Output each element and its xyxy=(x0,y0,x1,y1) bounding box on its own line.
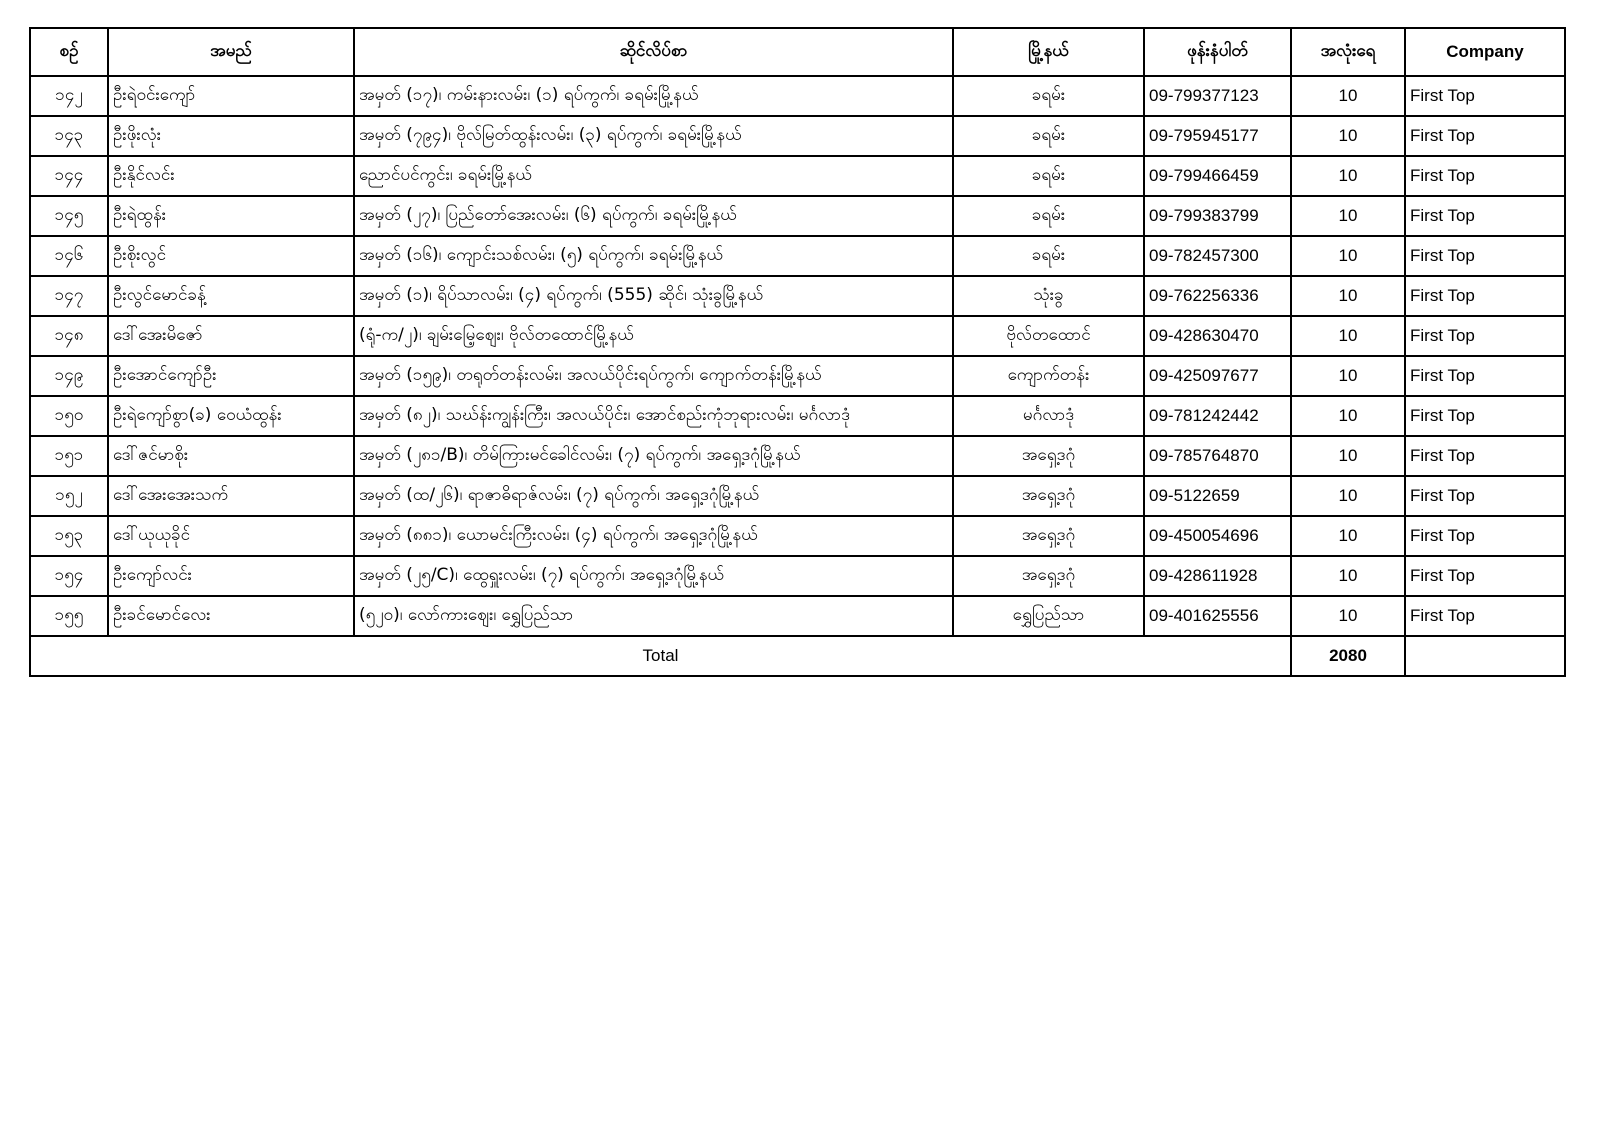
cell-no: ၁၄၂ xyxy=(30,76,108,116)
table-row xyxy=(30,76,1565,116)
cell-address: အမှတ် (၈၈၁)၊ ယောမင်းကြီးလမ်း၊ (၄) ရပ်ကွက်၊ အရှေ့ဒဂုံမြို့နယ် xyxy=(354,516,953,556)
header-quantity: အလုံးရေ xyxy=(1291,28,1405,76)
cell-address: (ရုံ-က/၂)၊ ချမ်းမြေ့ဈေး၊ ဗိုလ်တထောင်မြို့နယ် xyxy=(354,316,953,356)
cell-phone: 09-782457300 xyxy=(1144,236,1291,276)
cell-no: ၁၄၃ xyxy=(30,116,108,156)
cell-company: First Top xyxy=(1405,476,1565,516)
table-row xyxy=(30,356,1565,396)
cell-quantity: 10 xyxy=(1291,396,1405,436)
cell-address: အမှတ် (၁)၊ ရိပ်သာလမ်း၊ (၄) ရပ်ကွက်၊ (555) ဆိုင်၊ သုံးခွမြို့နယ် xyxy=(354,276,953,316)
cell-name: ဦးရဲကျော်စွာ(ခ) ဝေယံထွန်း xyxy=(108,396,354,436)
cell-phone: 09-799383799 xyxy=(1144,196,1291,236)
roster-table xyxy=(29,27,1566,677)
header-no: စဥ် xyxy=(30,28,108,76)
cell-phone: 09-401625556 xyxy=(1144,596,1291,636)
cell-address: အမှတ် (ထ/၂၆)၊ ရာဇာဓိရာဇ်လမ်း၊ (၇) ရပ်ကွက်၊ အရှေ့ဒဂုံမြို့နယ် xyxy=(354,476,953,516)
table-row xyxy=(30,396,1565,436)
cell-township: ခရမ်း xyxy=(953,76,1144,116)
cell-address: အမှတ် (၂၈၁/B)၊ တိမ်ကြားမင်ခေါင်လမ်း၊ (၇) ရပ်ကွက်၊ အရှေ့ဒဂုံမြို့နယ် xyxy=(354,436,953,476)
table-row xyxy=(30,316,1565,356)
cell-company: First Top xyxy=(1405,236,1565,276)
cell-no: ၁၄၉ xyxy=(30,356,108,396)
cell-name: ဦးဖိုးလုံး xyxy=(108,116,354,156)
cell-phone: 09-428611928 xyxy=(1144,556,1291,596)
table-row xyxy=(30,596,1565,636)
cell-quantity: 10 xyxy=(1291,196,1405,236)
cell-phone: 09-795945177 xyxy=(1144,116,1291,156)
cell-township: ဗိုလ်တထောင် xyxy=(953,316,1144,356)
cell-phone: 09-799466459 xyxy=(1144,156,1291,196)
cell-no: ၁၄၅ xyxy=(30,196,108,236)
total-row xyxy=(30,636,1565,676)
cell-quantity: 10 xyxy=(1291,276,1405,316)
cell-company: First Top xyxy=(1405,396,1565,436)
total-value: 2080 xyxy=(1291,636,1405,676)
cell-township: ခရမ်း xyxy=(953,116,1144,156)
cell-address: အမှတ် (၇၉၄)၊ ဗိုလ်မြတ်ထွန်းလမ်း၊ (၃) ရပ်ကွက်၊ ခရမ်းမြို့နယ် xyxy=(354,116,953,156)
table-row xyxy=(30,156,1565,196)
table-body xyxy=(30,76,1565,676)
cell-township: သုံးခွ xyxy=(953,276,1144,316)
cell-name: ဦးခင်မောင်လေး xyxy=(108,596,354,636)
cell-no: ၁၅၀ xyxy=(30,396,108,436)
cell-company: First Top xyxy=(1405,116,1565,156)
cell-no: ၁၄၈ xyxy=(30,316,108,356)
cell-quantity: 10 xyxy=(1291,316,1405,356)
cell-company: First Top xyxy=(1405,596,1565,636)
cell-name: ဒေါ်ယုယုခိုင် xyxy=(108,516,354,556)
cell-company: First Top xyxy=(1405,516,1565,556)
cell-address: အမှတ် (၂၅/C)၊ ထွေရှူးလမ်း၊ (၇) ရပ်ကွက်၊ အရှေ့ဒဂုံမြို့နယ် xyxy=(354,556,953,596)
cell-phone: 09-428630470 xyxy=(1144,316,1291,356)
cell-quantity: 10 xyxy=(1291,556,1405,596)
cell-name: ဒေါ်အေးအေးသက် xyxy=(108,476,354,516)
cell-quantity: 10 xyxy=(1291,236,1405,276)
cell-company: First Top xyxy=(1405,316,1565,356)
cell-company: First Top xyxy=(1405,156,1565,196)
cell-quantity: 10 xyxy=(1291,436,1405,476)
cell-quantity: 10 xyxy=(1291,156,1405,196)
cell-township: ခရမ်း xyxy=(953,196,1144,236)
cell-township: ခရမ်း xyxy=(953,236,1144,276)
table-row xyxy=(30,476,1565,516)
cell-phone: 09-781242442 xyxy=(1144,396,1291,436)
table-row xyxy=(30,516,1565,556)
table-row xyxy=(30,116,1565,156)
cell-address: အမှတ် (၁၅၉)၊ တရုတ်တန်းလမ်း၊ အလယ်ပိုင်းရပ်ကွက်၊ ကျောက်တန်းမြို့နယ် xyxy=(354,356,953,396)
cell-township: အရှေ့ဒဂုံ xyxy=(953,556,1144,596)
cell-name: ဦးလွင်မောင်ခန့် xyxy=(108,276,354,316)
header-township: မြို့နယ် xyxy=(953,28,1144,76)
cell-no: ၁၅၄ xyxy=(30,556,108,596)
cell-company: First Top xyxy=(1405,196,1565,236)
total-empty-cell xyxy=(1405,636,1565,676)
cell-company: First Top xyxy=(1405,436,1565,476)
cell-company: First Top xyxy=(1405,76,1565,116)
cell-quantity: 10 xyxy=(1291,476,1405,516)
cell-township: ရွှေပြည်သာ xyxy=(953,596,1144,636)
cell-quantity: 10 xyxy=(1291,596,1405,636)
header-address: ဆိုင်လိပ်စာ xyxy=(354,28,953,76)
header-phone: ဖုန်းနံပါတ် xyxy=(1144,28,1291,76)
cell-address: အမှတ် (၂၇)၊ ပြည်တော်အေးလမ်း၊ (၆) ရပ်ကွက်၊ ခရမ်းမြို့နယ် xyxy=(354,196,953,236)
cell-address: (၅၂၀)၊ လော်ကားဈေး၊ ရွှေပြည်သာ xyxy=(354,596,953,636)
cell-phone: 09-425097677 xyxy=(1144,356,1291,396)
cell-quantity: 10 xyxy=(1291,116,1405,156)
table-row xyxy=(30,556,1565,596)
cell-phone: 09-450054696 xyxy=(1144,516,1291,556)
cell-no: ၁၅၅ xyxy=(30,596,108,636)
cell-name: ဦးစိုးလွင် xyxy=(108,236,354,276)
cell-address: အမှတ် (၁၆)၊ ကျောင်းသစ်လမ်း၊ (၅) ရပ်ကွက်၊ ခရမ်းမြို့နယ် xyxy=(354,236,953,276)
cell-address: ညောင်ပင်ကွင်း၊ ခရမ်းမြို့နယ် xyxy=(354,156,953,196)
table-row xyxy=(30,236,1565,276)
cell-phone: 09-762256336 xyxy=(1144,276,1291,316)
cell-no: ၁၅၂ xyxy=(30,476,108,516)
cell-name: ဦးကျော်လင်း xyxy=(108,556,354,596)
header-company: Company xyxy=(1405,28,1565,76)
table-row xyxy=(30,196,1565,236)
table-row xyxy=(30,276,1565,316)
cell-phone: 09-799377123 xyxy=(1144,76,1291,116)
cell-quantity: 10 xyxy=(1291,76,1405,116)
cell-phone: 09-5122659 xyxy=(1144,476,1291,516)
cell-name: ဦးရဲဝင်းကျော် xyxy=(108,76,354,116)
cell-name: ဦးနိုင်လင်း xyxy=(108,156,354,196)
cell-phone: 09-785764870 xyxy=(1144,436,1291,476)
cell-address: အမှတ် (၈၂)၊ သဃ်န်းကျွန်းကြီး၊ အလယ်ပိုင်း၊ အောင်စည်းကုံဘုရားလမ်း၊ မင်္ဂလာဒုံ xyxy=(354,396,953,436)
cell-company: First Top xyxy=(1405,556,1565,596)
header-name: အမည် xyxy=(108,28,354,76)
cell-township: မင်္ဂလာဒုံ xyxy=(953,396,1144,436)
cell-township: အရှေ့ဒဂုံ xyxy=(953,436,1144,476)
table-row xyxy=(30,436,1565,476)
cell-quantity: 10 xyxy=(1291,356,1405,396)
cell-no: ၁၄၄ xyxy=(30,156,108,196)
cell-company: First Top xyxy=(1405,276,1565,316)
total-label: Total xyxy=(30,636,1291,676)
cell-address: အမှတ် (၁၇)၊ ကမ်းနားလမ်း၊ (၁) ရပ်ကွက်၊ ခရမ်းမြို့နယ် xyxy=(354,76,953,116)
cell-township: ခရမ်း xyxy=(953,156,1144,196)
cell-name: ဦးအောင်ကျော်ဦး xyxy=(108,356,354,396)
cell-name: ဦးရဲထွန်း xyxy=(108,196,354,236)
cell-township: အရှေ့ဒဂုံ xyxy=(953,516,1144,556)
header-row xyxy=(30,28,1565,76)
cell-company: First Top xyxy=(1405,356,1565,396)
cell-township: ကျောက်တန်း xyxy=(953,356,1144,396)
cell-no: ၁၄၇ xyxy=(30,276,108,316)
cell-township: အရှေ့ဒဂုံ xyxy=(953,476,1144,516)
cell-no: ၁၅၃ xyxy=(30,516,108,556)
cell-name: ဒေါ်အေးမိဇော် xyxy=(108,316,354,356)
cell-quantity: 10 xyxy=(1291,516,1405,556)
cell-no: ၁၄၆ xyxy=(30,236,108,276)
cell-name: ဒေါ်ဇင်မာစိုး xyxy=(108,436,354,476)
cell-no: ၁၅၁ xyxy=(30,436,108,476)
